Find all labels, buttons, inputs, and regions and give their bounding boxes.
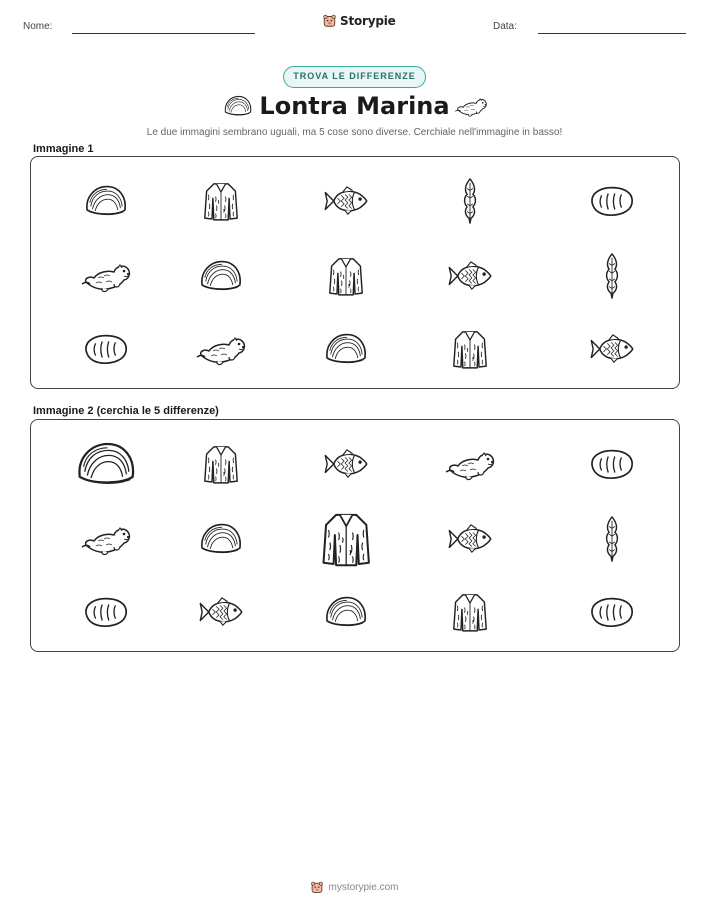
storypie-mascot-icon bbox=[322, 13, 337, 29]
bread-icon bbox=[588, 184, 636, 218]
date-line[interactable] bbox=[538, 33, 686, 34]
image-panel-2[interactable] bbox=[30, 419, 680, 652]
clam-icon[interactable] bbox=[74, 439, 138, 489]
fish-icon bbox=[446, 260, 494, 292]
bread-icon[interactable] bbox=[588, 595, 636, 629]
storypie-mascot-icon bbox=[310, 880, 324, 895]
fish-icon[interactable] bbox=[197, 596, 245, 628]
date-label: Data: bbox=[493, 21, 517, 32]
fish-icon bbox=[322, 185, 370, 217]
clam-icon bbox=[198, 258, 244, 294]
fish-icon[interactable] bbox=[322, 448, 370, 480]
footer-url: mystorypie.com bbox=[328, 882, 399, 893]
page-title: Lontra Marina bbox=[259, 92, 450, 120]
clam-icon bbox=[323, 331, 369, 367]
otter-icon[interactable] bbox=[444, 446, 496, 482]
coat-icon bbox=[328, 254, 364, 298]
activity-badge: TROVA LE DIFFERENZE bbox=[283, 66, 426, 88]
brand-name: Storypie bbox=[340, 14, 396, 28]
clam-icon bbox=[83, 183, 129, 219]
coat-icon[interactable] bbox=[452, 590, 488, 634]
kelp-icon[interactable] bbox=[602, 515, 622, 563]
coat-icon bbox=[452, 327, 488, 371]
bread-icon[interactable] bbox=[82, 595, 130, 629]
brand-logo bbox=[322, 13, 396, 29]
otter-icon bbox=[80, 258, 132, 294]
image-panel-1 bbox=[30, 156, 680, 389]
panel2-label: Immagine 2 (cerchia le 5 differenze) bbox=[33, 405, 219, 417]
clam-icon[interactable] bbox=[198, 521, 244, 557]
name-label: Nome: bbox=[23, 21, 53, 32]
coat-icon[interactable] bbox=[203, 442, 239, 486]
fish-icon[interactable] bbox=[446, 523, 494, 555]
fish-icon bbox=[588, 333, 636, 365]
instructions: Le due immagini sembrano uguali, ma 5 cose sono diverse. Cerchiale nell'immagine in basso! bbox=[146, 127, 563, 138]
panel1-label: Immagine 1 bbox=[33, 143, 94, 155]
bread-icon bbox=[82, 332, 130, 366]
otter-icon[interactable] bbox=[80, 521, 132, 557]
bread-icon[interactable] bbox=[588, 447, 636, 481]
clam-icon[interactable] bbox=[323, 594, 369, 630]
kelp-icon bbox=[602, 252, 622, 300]
kelp-icon bbox=[460, 177, 480, 225]
name-line[interactable] bbox=[72, 33, 255, 34]
coat-icon[interactable] bbox=[321, 508, 371, 570]
otter-icon bbox=[195, 331, 247, 367]
footer bbox=[0, 880, 709, 895]
coat-icon bbox=[203, 179, 239, 223]
otter-icon bbox=[454, 94, 488, 118]
